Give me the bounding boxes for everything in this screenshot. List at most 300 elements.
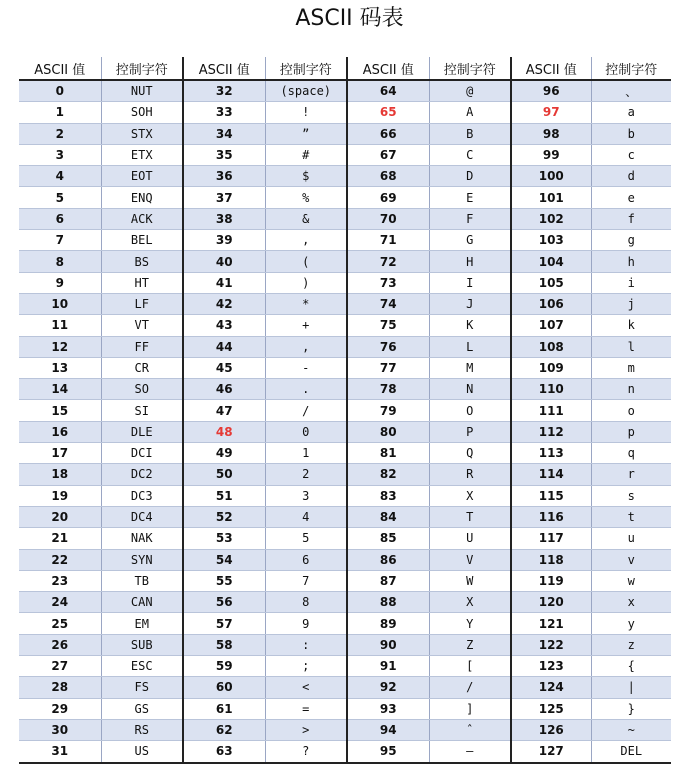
cell-ascii-value: 50 bbox=[183, 464, 265, 485]
cell-control-char: u bbox=[591, 528, 671, 549]
cell-ascii-value: 120 bbox=[511, 592, 591, 613]
table-row bbox=[19, 677, 671, 698]
cell-ascii-value: 47 bbox=[183, 400, 265, 421]
cell-control-char: ~ bbox=[591, 719, 671, 740]
cell-control-char: Q bbox=[429, 443, 511, 464]
cell-ascii-value: 85 bbox=[347, 528, 429, 549]
cell-ascii-value: 71 bbox=[347, 230, 429, 251]
cell-ascii-value: 17 bbox=[19, 443, 101, 464]
cell-ascii-value: 74 bbox=[347, 293, 429, 314]
cell-ascii-value: 84 bbox=[347, 506, 429, 527]
cell-control-char: # bbox=[265, 144, 347, 165]
cell-control-char: g bbox=[591, 230, 671, 251]
table-row bbox=[19, 506, 671, 527]
cell-ascii-value: 89 bbox=[347, 613, 429, 634]
table-row bbox=[19, 421, 671, 442]
cell-ascii-value: 26 bbox=[19, 634, 101, 655]
table-row bbox=[19, 187, 671, 208]
cell-ascii-value: 79 bbox=[347, 400, 429, 421]
cell-control-char: FF bbox=[101, 336, 183, 357]
table-row bbox=[19, 634, 671, 655]
cell-ascii-value: 121 bbox=[511, 613, 591, 634]
cell-control-char: 、 bbox=[591, 80, 671, 102]
ascii-table bbox=[19, 57, 671, 764]
table-row bbox=[19, 230, 671, 251]
cell-control-char: ACK bbox=[101, 208, 183, 229]
header-control-char: 控制字符 bbox=[429, 57, 511, 80]
cell-control-char: LF bbox=[101, 293, 183, 314]
cell-ascii-value: 117 bbox=[511, 528, 591, 549]
cell-control-char: SYN bbox=[101, 549, 183, 570]
table-row bbox=[19, 656, 671, 677]
cell-control-char: ( bbox=[265, 251, 347, 272]
cell-control-char: < bbox=[265, 677, 347, 698]
cell-control-char: n bbox=[591, 379, 671, 400]
cell-ascii-value: 83 bbox=[347, 485, 429, 506]
table-row bbox=[19, 592, 671, 613]
cell-control-char: CAN bbox=[101, 592, 183, 613]
cell-control-char: x bbox=[591, 592, 671, 613]
cell-ascii-value: 90 bbox=[347, 634, 429, 655]
cell-ascii-value: 33 bbox=[183, 102, 265, 123]
cell-ascii-value: 125 bbox=[511, 698, 591, 719]
cell-control-char: ; bbox=[265, 656, 347, 677]
cell-control-char: d bbox=[591, 166, 671, 187]
table-row bbox=[19, 400, 671, 421]
cell-ascii-value: 62 bbox=[183, 719, 265, 740]
cell-control-char: ) bbox=[265, 272, 347, 293]
table-row bbox=[19, 443, 671, 464]
cell-control-char: DC3 bbox=[101, 485, 183, 506]
table-row bbox=[19, 741, 671, 763]
cell-ascii-value: 61 bbox=[183, 698, 265, 719]
cell-control-char: C bbox=[429, 144, 511, 165]
cell-ascii-value: 11 bbox=[19, 315, 101, 336]
cell-control-char: P bbox=[429, 421, 511, 442]
cell-control-char: ˆ bbox=[429, 719, 511, 740]
cell-control-char: } bbox=[591, 698, 671, 719]
cell-control-char: 4 bbox=[265, 506, 347, 527]
cell-control-char: b bbox=[591, 123, 671, 144]
cell-ascii-value: 80 bbox=[347, 421, 429, 442]
cell-control-char: + bbox=[265, 315, 347, 336]
cell-ascii-value: 13 bbox=[19, 357, 101, 378]
cell-control-char: 1 bbox=[265, 443, 347, 464]
cell-ascii-value: 95 bbox=[347, 741, 429, 763]
cell-control-char: 9 bbox=[265, 613, 347, 634]
cell-control-char: DEL bbox=[591, 741, 671, 763]
cell-ascii-value: 119 bbox=[511, 570, 591, 591]
cell-control-char: ? bbox=[265, 741, 347, 763]
cell-ascii-value: 22 bbox=[19, 549, 101, 570]
cell-control-char: q bbox=[591, 443, 671, 464]
table-row bbox=[19, 570, 671, 591]
cell-control-char: : bbox=[265, 634, 347, 655]
header-ascii-value: ASCII 值 bbox=[19, 57, 101, 80]
cell-control-char: E bbox=[429, 187, 511, 208]
cell-ascii-value: 106 bbox=[511, 293, 591, 314]
cell-control-char: NUT bbox=[101, 80, 183, 102]
header-control-char: 控制字符 bbox=[265, 57, 347, 80]
cell-ascii-value: 28 bbox=[19, 677, 101, 698]
cell-control-char: h bbox=[591, 251, 671, 272]
cell-ascii-value: 118 bbox=[511, 549, 591, 570]
table-row bbox=[19, 315, 671, 336]
cell-ascii-value: 34 bbox=[183, 123, 265, 144]
cell-ascii-value: 49 bbox=[183, 443, 265, 464]
cell-ascii-value: 57 bbox=[183, 613, 265, 634]
cell-ascii-value: 109 bbox=[511, 357, 591, 378]
cell-ascii-value: 7 bbox=[19, 230, 101, 251]
cell-ascii-value: 127 bbox=[511, 741, 591, 763]
cell-control-char: . bbox=[265, 379, 347, 400]
header-ascii-value: ASCII 值 bbox=[183, 57, 265, 80]
cell-ascii-value: 53 bbox=[183, 528, 265, 549]
cell-control-char: Y bbox=[429, 613, 511, 634]
cell-ascii-value: 60 bbox=[183, 677, 265, 698]
cell-control-char: G bbox=[429, 230, 511, 251]
cell-control-char: SI bbox=[101, 400, 183, 421]
cell-control-char: , bbox=[265, 336, 347, 357]
table-row bbox=[19, 485, 671, 506]
cell-ascii-value: 58 bbox=[183, 634, 265, 655]
cell-control-char: ESC bbox=[101, 656, 183, 677]
cell-control-char: B bbox=[429, 123, 511, 144]
table-row bbox=[19, 251, 671, 272]
cell-ascii-value: 115 bbox=[511, 485, 591, 506]
cell-ascii-value: 30 bbox=[19, 719, 101, 740]
cell-ascii-value: 112 bbox=[511, 421, 591, 442]
cell-control-char: U bbox=[429, 528, 511, 549]
cell-control-char: y bbox=[591, 613, 671, 634]
table-row bbox=[19, 698, 671, 719]
cell-control-char: CR bbox=[101, 357, 183, 378]
table-row bbox=[19, 293, 671, 314]
cell-ascii-value: 2 bbox=[19, 123, 101, 144]
cell-control-char: T bbox=[429, 506, 511, 527]
table-row bbox=[19, 719, 671, 740]
page-title: ASCII 码表 bbox=[295, 6, 404, 31]
cell-ascii-value: 14 bbox=[19, 379, 101, 400]
cell-control-char: — bbox=[429, 741, 511, 763]
cell-control-char: a bbox=[591, 102, 671, 123]
cell-ascii-value: 44 bbox=[183, 336, 265, 357]
cell-control-char: K bbox=[429, 315, 511, 336]
cell-ascii-value: 9 bbox=[19, 272, 101, 293]
header-control-char: 控制字符 bbox=[101, 57, 183, 80]
table-row bbox=[19, 379, 671, 400]
cell-ascii-value: 41 bbox=[183, 272, 265, 293]
cell-control-char: i bbox=[591, 272, 671, 293]
cell-ascii-value: 12 bbox=[19, 336, 101, 357]
cell-ascii-value: 48 bbox=[183, 421, 265, 442]
cell-ascii-value: 27 bbox=[19, 656, 101, 677]
cell-ascii-value: 116 bbox=[511, 506, 591, 527]
cell-control-char: k bbox=[591, 315, 671, 336]
cell-ascii-value: 105 bbox=[511, 272, 591, 293]
cell-ascii-value: 101 bbox=[511, 187, 591, 208]
cell-control-char: ] bbox=[429, 698, 511, 719]
cell-ascii-value: 98 bbox=[511, 123, 591, 144]
cell-control-char: l bbox=[591, 336, 671, 357]
cell-control-char: EOT bbox=[101, 166, 183, 187]
cell-ascii-value: 42 bbox=[183, 293, 265, 314]
cell-control-char: e bbox=[591, 187, 671, 208]
cell-control-char: ENQ bbox=[101, 187, 183, 208]
cell-ascii-value: 86 bbox=[347, 549, 429, 570]
cell-control-char: BEL bbox=[101, 230, 183, 251]
header-control-char: 控制字符 bbox=[591, 57, 671, 80]
cell-control-char: & bbox=[265, 208, 347, 229]
cell-control-char: [ bbox=[429, 656, 511, 677]
cell-ascii-value: 126 bbox=[511, 719, 591, 740]
table-row bbox=[19, 166, 671, 187]
cell-control-char: W bbox=[429, 570, 511, 591]
cell-control-char: STX bbox=[101, 123, 183, 144]
cell-control-char: ! bbox=[265, 102, 347, 123]
cell-ascii-value: 114 bbox=[511, 464, 591, 485]
cell-ascii-value: 70 bbox=[347, 208, 429, 229]
cell-control-char: DC4 bbox=[101, 506, 183, 527]
cell-ascii-value: 124 bbox=[511, 677, 591, 698]
cell-control-char: p bbox=[591, 421, 671, 442]
cell-ascii-value: 76 bbox=[347, 336, 429, 357]
cell-control-char: v bbox=[591, 549, 671, 570]
cell-control-char: V bbox=[429, 549, 511, 570]
cell-ascii-value: 81 bbox=[347, 443, 429, 464]
cell-control-char: ” bbox=[265, 123, 347, 144]
cell-control-char: / bbox=[265, 400, 347, 421]
cell-ascii-value: 82 bbox=[347, 464, 429, 485]
table-row bbox=[19, 549, 671, 570]
cell-control-char: (space) bbox=[265, 80, 347, 102]
cell-control-char: F bbox=[429, 208, 511, 229]
table-row bbox=[19, 613, 671, 634]
cell-ascii-value: 102 bbox=[511, 208, 591, 229]
cell-control-char: SOH bbox=[101, 102, 183, 123]
cell-control-char: w bbox=[591, 570, 671, 591]
cell-ascii-value: 55 bbox=[183, 570, 265, 591]
cell-ascii-value: 19 bbox=[19, 485, 101, 506]
cell-ascii-value: 45 bbox=[183, 357, 265, 378]
cell-ascii-value: 39 bbox=[183, 230, 265, 251]
cell-ascii-value: 107 bbox=[511, 315, 591, 336]
cell-ascii-value: 38 bbox=[183, 208, 265, 229]
cell-ascii-value: 40 bbox=[183, 251, 265, 272]
cell-control-char: | bbox=[591, 677, 671, 698]
cell-ascii-value: 87 bbox=[347, 570, 429, 591]
cell-ascii-value: 24 bbox=[19, 592, 101, 613]
cell-ascii-value: 103 bbox=[511, 230, 591, 251]
cell-control-char: > bbox=[265, 719, 347, 740]
cell-control-char: DC2 bbox=[101, 464, 183, 485]
header-ascii-value: ASCII 值 bbox=[347, 57, 429, 80]
cell-ascii-value: 92 bbox=[347, 677, 429, 698]
cell-ascii-value: 104 bbox=[511, 251, 591, 272]
cell-ascii-value: 4 bbox=[19, 166, 101, 187]
cell-control-char: R bbox=[429, 464, 511, 485]
cell-ascii-value: 108 bbox=[511, 336, 591, 357]
cell-ascii-value: 123 bbox=[511, 656, 591, 677]
cell-ascii-value: 64 bbox=[347, 80, 429, 102]
cell-control-char: ETX bbox=[101, 144, 183, 165]
cell-control-char: = bbox=[265, 698, 347, 719]
cell-ascii-value: 78 bbox=[347, 379, 429, 400]
cell-ascii-value: 32 bbox=[183, 80, 265, 102]
cell-ascii-value: 36 bbox=[183, 166, 265, 187]
cell-control-char: z bbox=[591, 634, 671, 655]
cell-control-char: m bbox=[591, 357, 671, 378]
cell-control-char: GS bbox=[101, 698, 183, 719]
cell-control-char: DLE bbox=[101, 421, 183, 442]
cell-control-char: SO bbox=[101, 379, 183, 400]
cell-control-char: O bbox=[429, 400, 511, 421]
cell-ascii-value: 113 bbox=[511, 443, 591, 464]
cell-ascii-value: 8 bbox=[19, 251, 101, 272]
cell-ascii-value: 97 bbox=[511, 102, 591, 123]
cell-ascii-value: 96 bbox=[511, 80, 591, 102]
cell-control-char: VT bbox=[101, 315, 183, 336]
cell-ascii-value: 20 bbox=[19, 506, 101, 527]
header-ascii-value: ASCII 值 bbox=[511, 57, 591, 80]
cell-ascii-value: 46 bbox=[183, 379, 265, 400]
cell-control-char: J bbox=[429, 293, 511, 314]
cell-control-char: D bbox=[429, 166, 511, 187]
cell-ascii-value: 0 bbox=[19, 80, 101, 102]
cell-ascii-value: 15 bbox=[19, 400, 101, 421]
cell-control-char: j bbox=[591, 293, 671, 314]
cell-control-char: M bbox=[429, 357, 511, 378]
cell-control-char: f bbox=[591, 208, 671, 229]
table-row bbox=[19, 144, 671, 165]
cell-control-char: r bbox=[591, 464, 671, 485]
cell-ascii-value: 25 bbox=[19, 613, 101, 634]
cell-ascii-value: 66 bbox=[347, 123, 429, 144]
cell-ascii-value: 37 bbox=[183, 187, 265, 208]
cell-ascii-value: 72 bbox=[347, 251, 429, 272]
cell-ascii-value: 52 bbox=[183, 506, 265, 527]
cell-ascii-value: 5 bbox=[19, 187, 101, 208]
cell-ascii-value: 67 bbox=[347, 144, 429, 165]
cell-control-char: / bbox=[429, 677, 511, 698]
cell-ascii-value: 35 bbox=[183, 144, 265, 165]
cell-ascii-value: 1 bbox=[19, 102, 101, 123]
cell-control-char: o bbox=[591, 400, 671, 421]
cell-ascii-value: 56 bbox=[183, 592, 265, 613]
cell-control-char: L bbox=[429, 336, 511, 357]
cell-control-char: N bbox=[429, 379, 511, 400]
cell-ascii-value: 100 bbox=[511, 166, 591, 187]
cell-ascii-value: 54 bbox=[183, 549, 265, 570]
cell-ascii-value: 51 bbox=[183, 485, 265, 506]
cell-ascii-value: 94 bbox=[347, 719, 429, 740]
cell-ascii-value: 10 bbox=[19, 293, 101, 314]
cell-ascii-value: 63 bbox=[183, 741, 265, 763]
cell-ascii-value: 59 bbox=[183, 656, 265, 677]
cell-ascii-value: 111 bbox=[511, 400, 591, 421]
cell-ascii-value: 18 bbox=[19, 464, 101, 485]
cell-control-char: NAK bbox=[101, 528, 183, 549]
cell-ascii-value: 23 bbox=[19, 570, 101, 591]
cell-ascii-value: 6 bbox=[19, 208, 101, 229]
cell-ascii-value: 73 bbox=[347, 272, 429, 293]
cell-ascii-value: 43 bbox=[183, 315, 265, 336]
cell-control-char: TB bbox=[101, 570, 183, 591]
header-row bbox=[19, 57, 671, 80]
cell-ascii-value: 91 bbox=[347, 656, 429, 677]
table-row bbox=[19, 336, 671, 357]
ascii-table-container bbox=[19, 57, 671, 764]
cell-control-char: H bbox=[429, 251, 511, 272]
table-body bbox=[19, 80, 671, 763]
table-row bbox=[19, 80, 671, 102]
cell-ascii-value: 69 bbox=[347, 187, 429, 208]
cell-control-char: 6 bbox=[265, 549, 347, 570]
cell-control-char: c bbox=[591, 144, 671, 165]
cell-ascii-value: 21 bbox=[19, 528, 101, 549]
cell-control-char: { bbox=[591, 656, 671, 677]
cell-control-char: 2 bbox=[265, 464, 347, 485]
cell-control-char: FS bbox=[101, 677, 183, 698]
cell-control-char: X bbox=[429, 485, 511, 506]
cell-control-char: 8 bbox=[265, 592, 347, 613]
cell-control-char: EM bbox=[101, 613, 183, 634]
cell-ascii-value: 65 bbox=[347, 102, 429, 123]
cell-control-char: RS bbox=[101, 719, 183, 740]
table-row bbox=[19, 102, 671, 123]
cell-control-char: A bbox=[429, 102, 511, 123]
cell-control-char: % bbox=[265, 187, 347, 208]
cell-ascii-value: 110 bbox=[511, 379, 591, 400]
cell-ascii-value: 3 bbox=[19, 144, 101, 165]
cell-control-char: X bbox=[429, 592, 511, 613]
table-row bbox=[19, 208, 671, 229]
table-row bbox=[19, 464, 671, 485]
cell-control-char: 7 bbox=[265, 570, 347, 591]
cell-control-char: 5 bbox=[265, 528, 347, 549]
cell-control-char: 0 bbox=[265, 421, 347, 442]
table-row bbox=[19, 357, 671, 378]
cell-ascii-value: 31 bbox=[19, 741, 101, 763]
cell-ascii-value: 16 bbox=[19, 421, 101, 442]
cell-ascii-value: 75 bbox=[347, 315, 429, 336]
cell-control-char: SUB bbox=[101, 634, 183, 655]
cell-ascii-value: 93 bbox=[347, 698, 429, 719]
cell-control-char: HT bbox=[101, 272, 183, 293]
cell-ascii-value: 122 bbox=[511, 634, 591, 655]
table-row bbox=[19, 528, 671, 549]
cell-control-char: * bbox=[265, 293, 347, 314]
cell-control-char: , bbox=[265, 230, 347, 251]
cell-control-char: US bbox=[101, 741, 183, 763]
cell-ascii-value: 77 bbox=[347, 357, 429, 378]
table-row bbox=[19, 272, 671, 293]
cell-ascii-value: 99 bbox=[511, 144, 591, 165]
cell-control-char: 3 bbox=[265, 485, 347, 506]
cell-control-char: Z bbox=[429, 634, 511, 655]
cell-ascii-value: 88 bbox=[347, 592, 429, 613]
cell-control-char: I bbox=[429, 272, 511, 293]
cell-control-char: s bbox=[591, 485, 671, 506]
cell-ascii-value: 29 bbox=[19, 698, 101, 719]
cell-control-char: - bbox=[265, 357, 347, 378]
table-row bbox=[19, 123, 671, 144]
cell-control-char: BS bbox=[101, 251, 183, 272]
cell-control-char: DCI bbox=[101, 443, 183, 464]
cell-ascii-value: 68 bbox=[347, 166, 429, 187]
cell-control-char: $ bbox=[265, 166, 347, 187]
cell-control-char: t bbox=[591, 506, 671, 527]
